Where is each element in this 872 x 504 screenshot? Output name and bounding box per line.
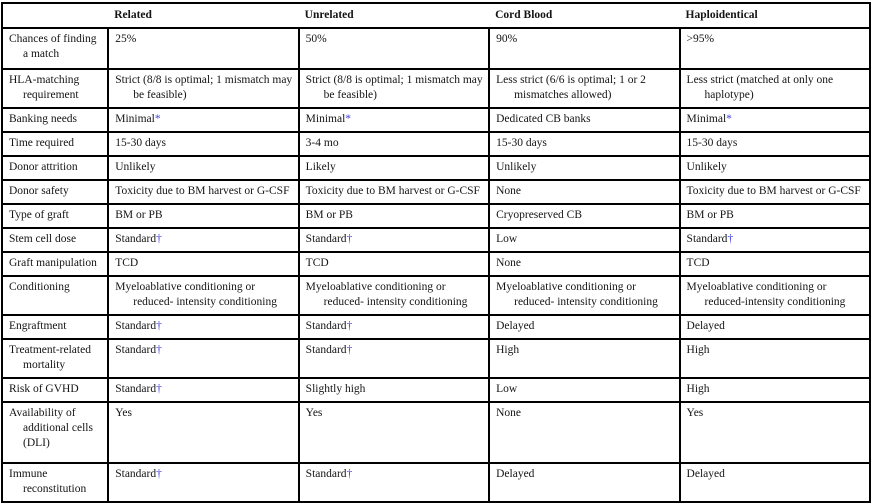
footnote-mark: † bbox=[727, 233, 734, 245]
cell-value: Delayed bbox=[686, 320, 725, 332]
row-label bbox=[2, 28, 108, 69]
row-label-text: Treatment-related mortality bbox=[9, 344, 91, 371]
table-cell bbox=[489, 315, 679, 339]
table-row bbox=[2, 204, 870, 228]
cell-value: Standard bbox=[686, 233, 728, 245]
table-cell bbox=[108, 156, 298, 180]
table-cell bbox=[680, 108, 870, 132]
table-cell bbox=[680, 228, 870, 252]
cell-value: Standard bbox=[115, 468, 157, 480]
cell-value: BM or PB bbox=[115, 209, 163, 221]
table-cell bbox=[680, 156, 870, 180]
cell-text bbox=[496, 382, 673, 397]
cell-text bbox=[306, 406, 483, 421]
table-cell bbox=[108, 315, 298, 339]
cell-value: Delayed bbox=[686, 468, 725, 480]
cell-text bbox=[306, 160, 483, 175]
cell-text bbox=[496, 280, 673, 310]
table-cell bbox=[108, 108, 298, 132]
cell-value: High bbox=[686, 344, 710, 356]
cell-value: Standard bbox=[115, 233, 157, 245]
cell-text bbox=[687, 256, 864, 271]
cell-text bbox=[306, 208, 483, 223]
table-cell bbox=[108, 463, 298, 502]
table-row bbox=[2, 108, 870, 132]
table-cell bbox=[108, 402, 298, 463]
cell-value: Myeloablative conditioning or reduced- intensity conditioning bbox=[496, 281, 658, 308]
table-row bbox=[2, 156, 870, 180]
cell-text bbox=[115, 256, 292, 271]
row-label-text: Graft manipulation bbox=[9, 257, 97, 269]
footnote-mark: † bbox=[346, 233, 353, 245]
cell-text bbox=[306, 382, 483, 397]
table-row bbox=[2, 180, 870, 204]
cell-text bbox=[496, 32, 673, 47]
cell-value: Low bbox=[496, 383, 518, 395]
cell-text bbox=[115, 208, 292, 223]
cell-value: Minimal bbox=[305, 113, 346, 125]
table-cell bbox=[108, 339, 298, 378]
table-cell bbox=[680, 463, 870, 502]
row-label bbox=[2, 180, 108, 204]
cell-text bbox=[115, 406, 292, 421]
table-cell bbox=[489, 156, 679, 180]
table-cell bbox=[299, 252, 489, 276]
table-cell bbox=[108, 378, 298, 402]
cell-value: 50% bbox=[305, 33, 327, 45]
cell-value: Standard bbox=[305, 233, 347, 245]
table-cell bbox=[489, 28, 679, 69]
row-label-text: Immune reconstitution bbox=[9, 468, 87, 495]
table-cell bbox=[108, 204, 298, 228]
cell-text bbox=[687, 184, 864, 199]
table-cell bbox=[680, 276, 870, 315]
cell-text bbox=[306, 319, 483, 334]
cell-text bbox=[115, 343, 292, 358]
row-label bbox=[2, 315, 108, 339]
cell-text bbox=[115, 280, 292, 310]
row-label bbox=[2, 463, 108, 502]
cell-value: High bbox=[496, 344, 520, 356]
row-label bbox=[2, 228, 108, 252]
cell-text bbox=[687, 343, 864, 358]
cell-text bbox=[306, 343, 483, 358]
table-cell bbox=[680, 378, 870, 402]
table-cell bbox=[299, 132, 489, 156]
cell-text bbox=[496, 112, 673, 127]
row-label bbox=[2, 156, 108, 180]
cell-value: Delayed bbox=[496, 320, 535, 332]
cell-value: Standard bbox=[305, 468, 347, 480]
cell-text bbox=[687, 232, 864, 247]
cell-text bbox=[687, 382, 864, 397]
cell-value: >95% bbox=[686, 33, 715, 45]
cell-value: 15-30 days bbox=[496, 137, 547, 149]
cell-value: Dedicated CB banks bbox=[496, 113, 591, 125]
table-cell bbox=[489, 378, 679, 402]
table-row bbox=[2, 28, 870, 69]
row-label-text: Banking needs bbox=[9, 113, 78, 125]
table-cell bbox=[299, 108, 489, 132]
cell-text bbox=[115, 319, 292, 334]
table-cell bbox=[299, 339, 489, 378]
table-cell bbox=[489, 132, 679, 156]
table-cell bbox=[299, 180, 489, 204]
cell-text bbox=[306, 32, 483, 47]
table-cell bbox=[680, 339, 870, 378]
table-cell bbox=[108, 69, 298, 108]
row-label bbox=[2, 204, 108, 228]
cell-text bbox=[687, 160, 864, 175]
row-label bbox=[2, 132, 108, 156]
cell-value: Standard bbox=[115, 320, 157, 332]
cell-text bbox=[306, 256, 483, 271]
cell-value: 15-30 days bbox=[686, 137, 738, 149]
cell-value: None bbox=[496, 185, 522, 197]
cell-value: Yes bbox=[686, 407, 704, 419]
cell-text bbox=[306, 73, 483, 103]
cell-text bbox=[687, 32, 864, 47]
cell-text bbox=[496, 256, 673, 271]
cell-text bbox=[115, 382, 292, 397]
cell-text bbox=[496, 184, 673, 199]
table-cell bbox=[489, 204, 679, 228]
cell-text bbox=[496, 160, 673, 175]
cell-value: Less strict (6/6 is optimal; 1 or 2 mismatches allowed) bbox=[496, 74, 646, 101]
cell-value: Less strict (matched at only one haplotype) bbox=[686, 74, 834, 101]
footnote-mark: * bbox=[345, 113, 352, 125]
cell-text bbox=[496, 136, 673, 151]
cell-text bbox=[306, 467, 483, 482]
cell-value: Yes bbox=[115, 407, 132, 419]
table-cell bbox=[299, 69, 489, 108]
cell-value: TCD bbox=[686, 257, 710, 269]
table-cell bbox=[108, 180, 298, 204]
cell-text bbox=[496, 406, 673, 421]
cell-text bbox=[687, 406, 864, 421]
cell-text bbox=[496, 319, 673, 334]
cell-value: Strict (8/8 is optimal; 1 mismatch may be feasible) bbox=[115, 74, 293, 101]
table-cell bbox=[489, 402, 679, 463]
cell-text bbox=[687, 208, 864, 223]
cell-value: None bbox=[496, 257, 522, 269]
cell-text bbox=[115, 467, 292, 482]
cell-text bbox=[306, 184, 483, 199]
footnote-mark: † bbox=[346, 344, 353, 356]
table-cell bbox=[680, 204, 870, 228]
footnote-mark: † bbox=[346, 320, 353, 332]
cell-text bbox=[115, 232, 292, 247]
row-label-text: Risk of GVHD bbox=[9, 383, 79, 395]
table-cell bbox=[299, 463, 489, 502]
cell-text bbox=[115, 184, 292, 199]
cell-text bbox=[115, 32, 292, 47]
cell-value: Toxicity due to BM harvest or G-CSF bbox=[686, 185, 861, 197]
cell-value: None bbox=[496, 407, 522, 419]
table-cell bbox=[680, 402, 870, 463]
footnote-mark: † bbox=[156, 344, 162, 356]
cell-text bbox=[115, 160, 292, 175]
column-header: Cord Blood bbox=[489, 3, 679, 28]
row-label bbox=[2, 252, 108, 276]
row-label-text: Type of graft bbox=[9, 209, 69, 221]
footnote-mark: † bbox=[156, 233, 162, 245]
footnote-mark: † bbox=[156, 320, 162, 332]
table-cell bbox=[299, 315, 489, 339]
cell-text bbox=[496, 73, 673, 103]
table-cell bbox=[299, 378, 489, 402]
cell-text bbox=[687, 73, 864, 103]
cell-text bbox=[687, 319, 864, 334]
column-header: Haploidentical bbox=[680, 3, 870, 28]
table-cell bbox=[299, 204, 489, 228]
table-cell bbox=[489, 228, 679, 252]
cell-value: Myeloablative conditioning or reduced- intensity conditioning bbox=[305, 281, 468, 308]
cell-text bbox=[496, 232, 673, 247]
cell-text bbox=[306, 280, 483, 310]
row-label-text: HLA-matching requirement bbox=[9, 74, 80, 101]
row-label-text: Stem cell dose bbox=[9, 233, 77, 245]
table-row bbox=[2, 132, 870, 156]
table-cell bbox=[489, 463, 679, 502]
cell-value: Myeloablative conditioning or reduced-intensity conditioning bbox=[686, 281, 846, 308]
table-cell bbox=[680, 252, 870, 276]
table-cell bbox=[108, 132, 298, 156]
cell-value: 90% bbox=[496, 33, 518, 45]
cell-value: Yes bbox=[305, 407, 323, 419]
table-cell bbox=[299, 402, 489, 463]
table-cell bbox=[680, 69, 870, 108]
cell-value: Standard bbox=[115, 344, 157, 356]
footnote-mark: * bbox=[154, 113, 161, 125]
cell-value: Slightly high bbox=[305, 383, 366, 395]
cell-value: Standard bbox=[305, 344, 347, 356]
table-row bbox=[2, 315, 870, 339]
row-label-text: Availability of additional cells (DLI) bbox=[9, 407, 93, 449]
cell-value: Standard bbox=[305, 320, 347, 332]
table-row bbox=[2, 252, 870, 276]
cell-value: Toxicity due to BM harvest or G-CSF bbox=[305, 185, 480, 197]
table-cell bbox=[680, 28, 870, 69]
cell-value: Myeloablative conditioning or reduced- intensity conditioning bbox=[115, 281, 277, 308]
footnote-mark: † bbox=[156, 468, 162, 480]
row-label-text: Engraftment bbox=[9, 320, 67, 332]
footnote-mark: † bbox=[346, 468, 353, 480]
cell-value: High bbox=[686, 383, 710, 395]
table-cell bbox=[489, 339, 679, 378]
cell-value: 3-4 mo bbox=[305, 137, 339, 149]
cell-text bbox=[306, 136, 483, 151]
cell-text bbox=[496, 208, 673, 223]
row-label bbox=[2, 276, 108, 315]
table-row bbox=[2, 378, 870, 402]
cell-text bbox=[306, 232, 483, 247]
table-cell bbox=[489, 276, 679, 315]
table-row bbox=[2, 339, 870, 378]
table-cell bbox=[108, 276, 298, 315]
row-label-text: Chances of finding a match bbox=[9, 33, 97, 60]
table-cell bbox=[680, 132, 870, 156]
footnote-mark: * bbox=[726, 113, 732, 125]
cell-text bbox=[687, 136, 864, 151]
cell-text bbox=[687, 112, 864, 127]
table-row bbox=[2, 228, 870, 252]
row-label bbox=[2, 402, 108, 463]
table-cell bbox=[489, 108, 679, 132]
cell-value: BM or PB bbox=[686, 209, 734, 221]
table-cell bbox=[299, 276, 489, 315]
table-cell bbox=[489, 69, 679, 108]
donor-comparison-table bbox=[1, 2, 871, 503]
cell-text bbox=[496, 343, 673, 358]
cell-text bbox=[496, 467, 673, 482]
cell-value: Unlikely bbox=[686, 161, 727, 173]
cell-value: 15-30 days bbox=[115, 137, 167, 149]
cell-value: Low bbox=[496, 233, 518, 245]
table-cell bbox=[108, 252, 298, 276]
cell-value: Strict (8/8 is optimal; 1 mismatch may be feasible) bbox=[305, 74, 483, 101]
cell-text bbox=[115, 136, 292, 151]
cell-value: 25% bbox=[115, 33, 137, 45]
row-label-text: Time required bbox=[9, 137, 75, 149]
table-cell bbox=[680, 315, 870, 339]
cell-value: Unlikely bbox=[115, 161, 156, 173]
cell-text bbox=[115, 73, 292, 103]
column-header: Unrelated bbox=[299, 3, 489, 28]
cell-value: Toxicity due to BM harvest or G-CSF bbox=[115, 185, 290, 197]
cell-value: Likely bbox=[305, 161, 336, 173]
row-label-text: Donor attrition bbox=[9, 161, 78, 173]
cell-value: TCD bbox=[115, 257, 139, 269]
cell-value: Delayed bbox=[496, 468, 535, 480]
row-label bbox=[2, 69, 108, 108]
cell-value: BM or PB bbox=[305, 209, 353, 221]
cell-value: Unlikely bbox=[496, 161, 537, 173]
cell-value: Minimal bbox=[115, 113, 155, 125]
table-cell bbox=[489, 252, 679, 276]
table-row bbox=[2, 402, 870, 463]
table-cell bbox=[299, 228, 489, 252]
table-cell bbox=[108, 228, 298, 252]
header-cell-empty bbox=[2, 3, 108, 28]
cell-text bbox=[687, 467, 864, 482]
table-cell bbox=[680, 180, 870, 204]
row-label-text: Donor safety bbox=[9, 185, 69, 197]
footnote-mark: † bbox=[156, 383, 162, 395]
table-row bbox=[2, 463, 870, 502]
row-label bbox=[2, 378, 108, 402]
table-row bbox=[2, 69, 870, 108]
cell-text bbox=[687, 280, 864, 310]
row-label bbox=[2, 339, 108, 378]
table-row bbox=[2, 276, 870, 315]
row-label bbox=[2, 108, 108, 132]
table-body bbox=[2, 28, 870, 502]
cell-value: Minimal bbox=[686, 113, 727, 125]
cell-value: Cryopreserved CB bbox=[496, 209, 583, 221]
table-cell bbox=[299, 28, 489, 69]
cell-value: Standard bbox=[115, 383, 157, 395]
row-label-text: Conditioning bbox=[9, 281, 70, 293]
table-cell bbox=[108, 28, 298, 69]
cell-value: TCD bbox=[305, 257, 329, 269]
cell-text bbox=[306, 112, 483, 127]
table-cell bbox=[299, 156, 489, 180]
table-cell bbox=[489, 180, 679, 204]
header-row bbox=[2, 3, 870, 28]
column-header: Related bbox=[108, 3, 298, 28]
cell-text bbox=[115, 112, 292, 127]
